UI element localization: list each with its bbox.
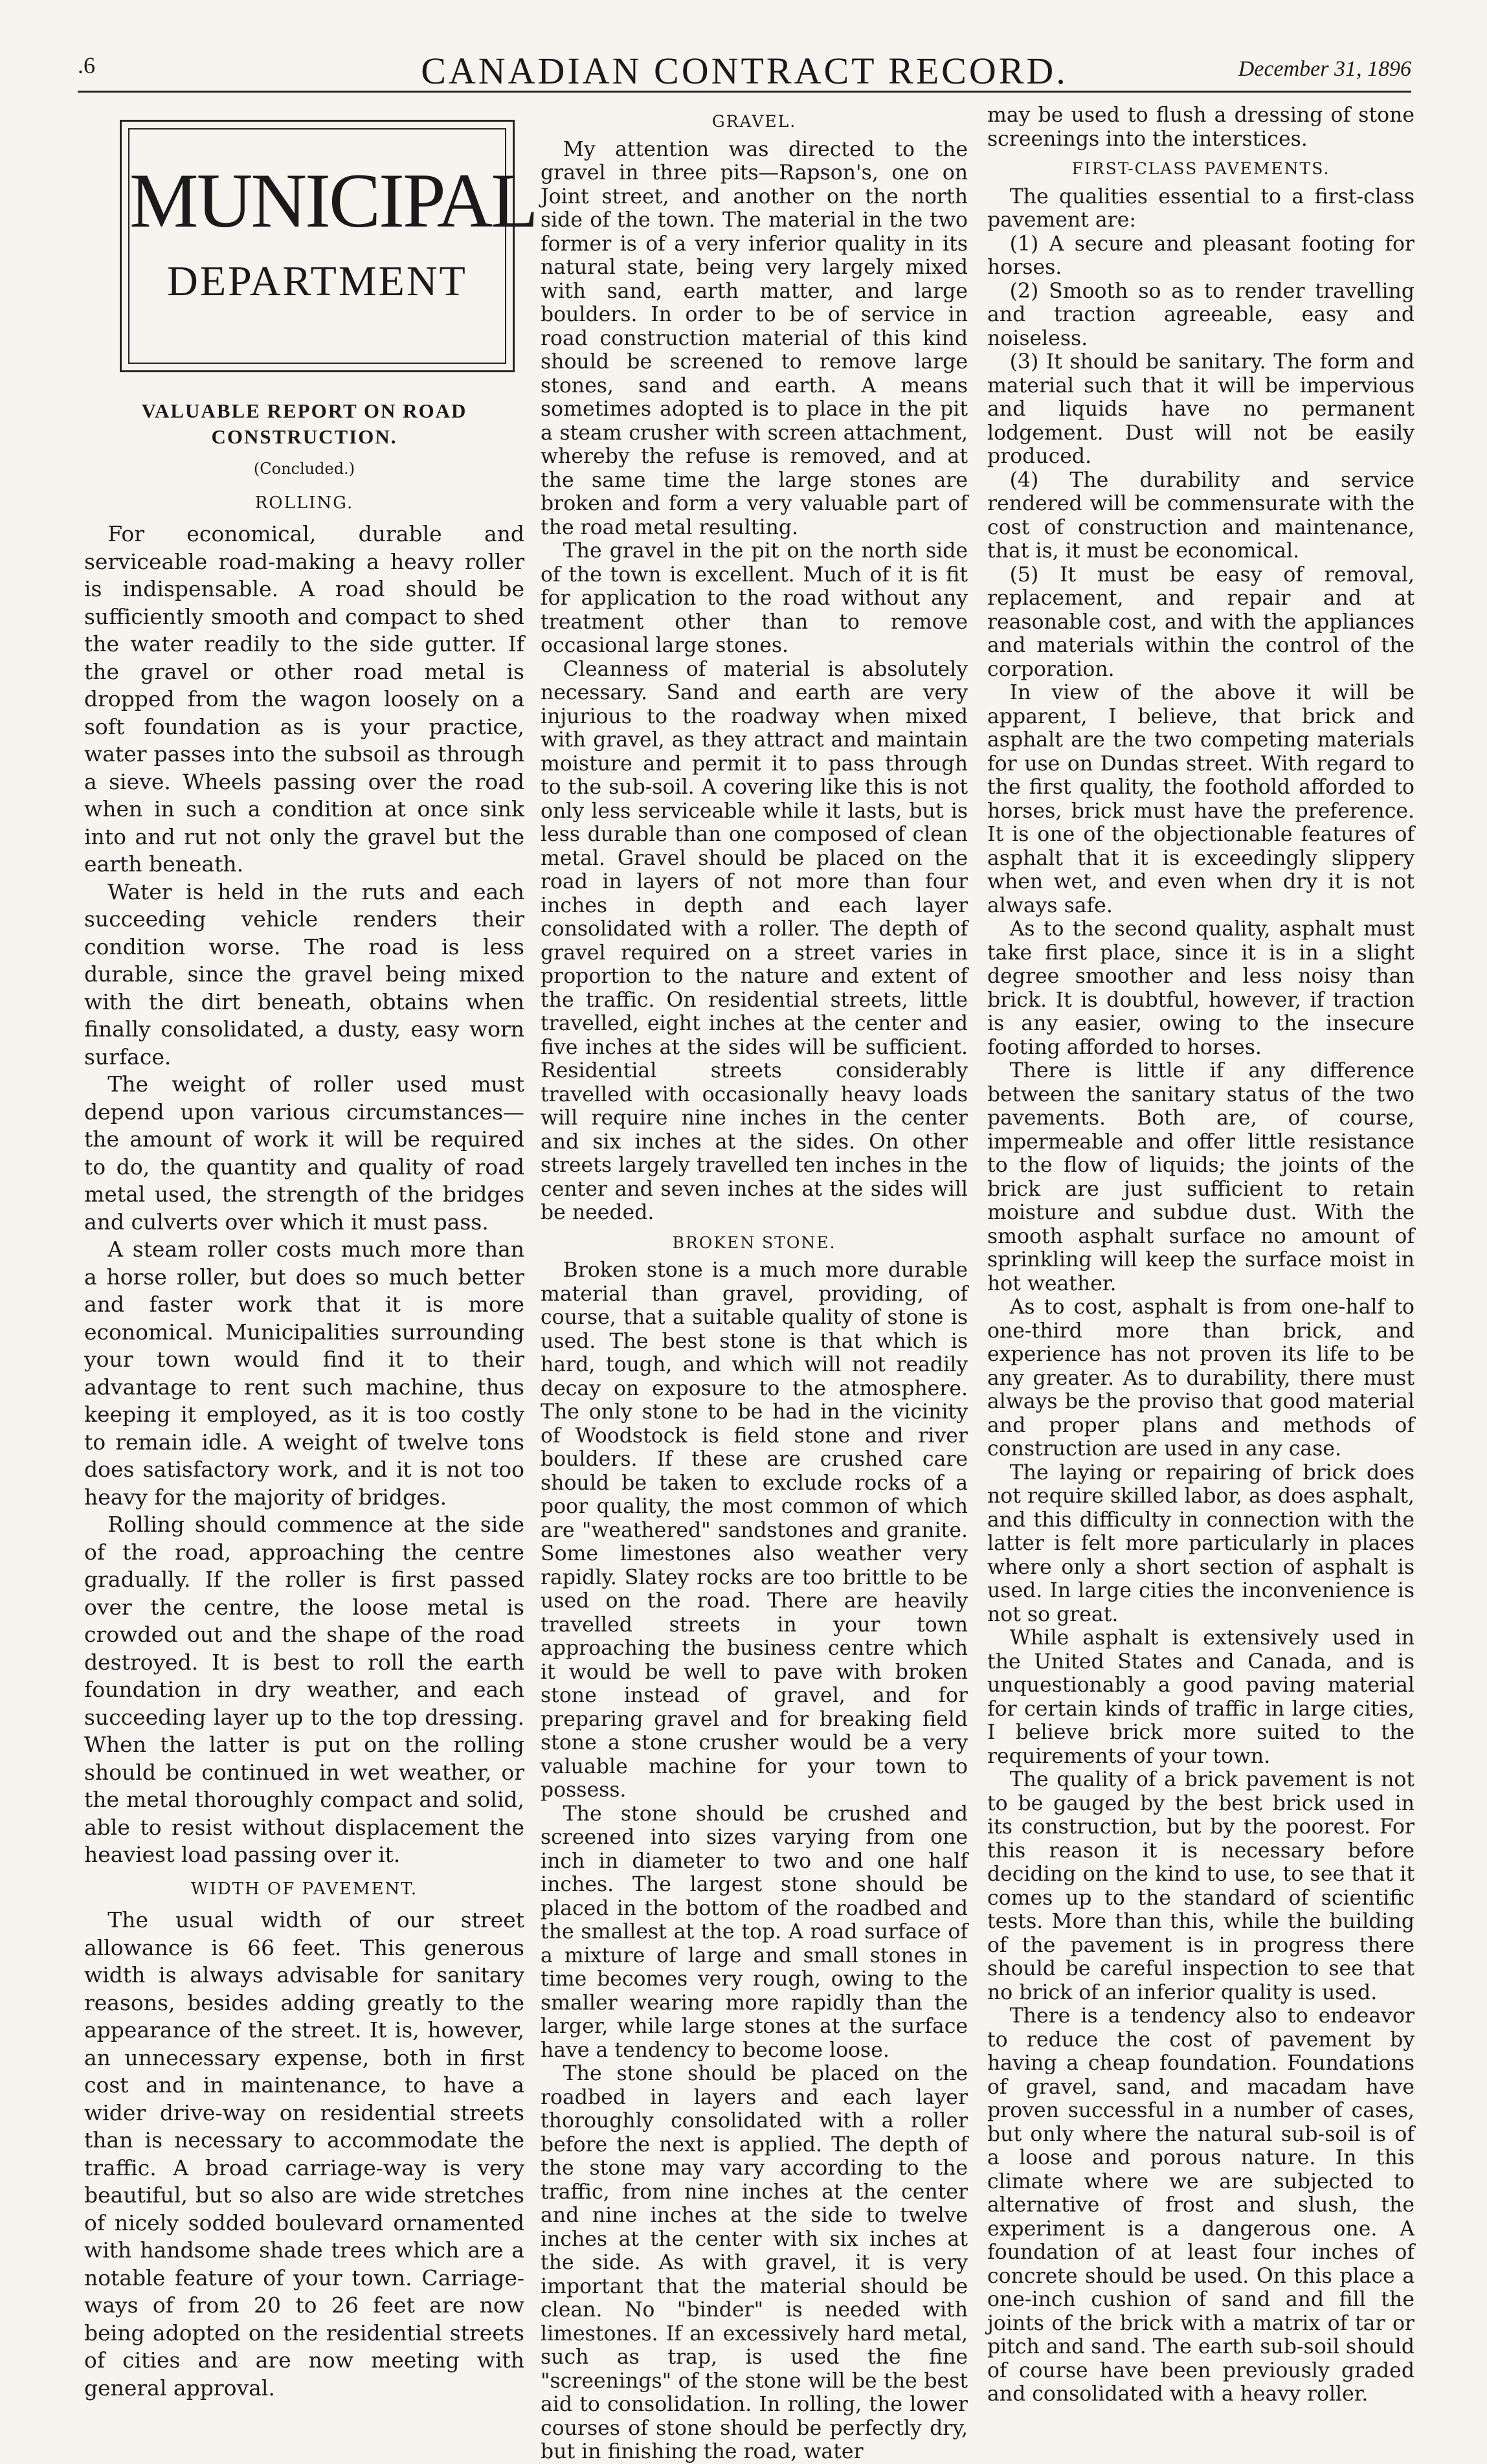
- section-heading: BROKEN STONE.: [672, 1233, 836, 1252]
- paragraph: (4) The durability and service rendered will be commensurate with the cost of construction and maintenance, that is, it must be economical.: [987, 468, 1414, 563]
- department-title-line1: MUNICIPAL: [129, 157, 537, 243]
- column-1-body: [84, 489, 524, 2402]
- paragraph: Broken stone is a much more durable material than gravel, providing, of course, that a suitable quality of stone is used. The best stone is that which is hard, tough, and which will not readily decay on exposure to the atmosphere. The only stone to be had in the vicinity of Woodstock is field stone and river boulders. If these are crushed care should be taken to exclude rocks of a poor quality, the most common of which are "weathered" sandstones and granite. Some limestones also weather very rapidly. Slatey rocks are too brittle to be used on the road. There are heavily travelled streets in your town approaching the business centre which it would be well to pave with broken stone instead of gravel, and for preparing gravel and for breaking field stone a stone crusher would be a very valuable machine for your town to possess.: [541, 1259, 968, 1802]
- paragraph: The laying or repairing of brick does not require skilled labor, as does asphalt, and this difficulty in connection with the latter is felt more particularly in places where only a short section of asphalt is used. In large cities the inconvenience is not so great.: [987, 1461, 1414, 1626]
- paragraph: While asphalt is extensively used in the United States and Canada, and is unquestionably a good paving material for certain kinds of traffic in large cities, I believe brick more suited to the requirements of your town.: [987, 1626, 1414, 1768]
- department-box-inner: [128, 128, 537, 364]
- paragraph: A steam roller costs much more than a horse roller, but does so much better and faster work that it is more economical. Municipalities surrounding your town would find it to their advantage to rent such machine, thus keeping it employed, as it is too costly to remain idle. A weight of twelve tons does satisfactory work, and it is not too heavy for the majority of bridges.: [84, 1237, 524, 1510]
- section-heading: ROLLING.: [254, 493, 354, 513]
- masthead: CANADIAN CONTRACT RECORD.: [421, 50, 1068, 92]
- paragraph: The gravel in the pit on the north side of the town is excellent. Much of it is fit for application to the road without any treatment other than to remove occasional large stones.: [541, 539, 968, 657]
- paragraph: (1) A secure and pleasant footing for horses.: [987, 232, 1414, 279]
- paragraph: The qualities essential to a first-class pavement are:: [987, 185, 1414, 232]
- paragraph: The weight of roller used must depend upon various circumstances—the amount of work it will be required to do, the quantity and quality of road metal used, the strength of the bridges and culverts over which it must pass.: [84, 1071, 524, 1235]
- article-subtitle: (Concluded.): [253, 460, 355, 478]
- issue-date: December 31, 1896: [1238, 57, 1411, 81]
- paragraph: (3) It should be sanitary. The form and material such that it will be impervious and liquids have no permanent lodgement. Dust will not be easily produced.: [987, 350, 1414, 468]
- paragraph: Cleanness of material is absolutely necessary. Sand and earth are very injurious to the roadway when mixed with gravel, as they attract and maintain moisture and permit it to pass through to the sub-soil. A covering like this is not only less serviceable while it lasts, but is less durable than one composed of clean metal. Gravel should be placed on the road in layers of not more than four inches in depth and each layer consolidated with a roller. The depth of gravel required on a street varies in proportion to the nature and extent of the traffic. On residential streets, little travelled, eight inches at the center and five inches at the sides will be sufficient. Residential streets considerably travelled with occasionally heavy loads will require nine inches in the center and six inches at the sides. On other streets largely travelled ten inches in the center and seven inches at the sides will be needed.: [541, 657, 968, 1224]
- paragraph: Water is held in the ruts and each succeeding vehicle renders their condition worse. The road is less durable, since the gravel being mixed with the dirt beneath, obtains when finally consolidated, a dusty, easy worn surface.: [84, 879, 524, 1070]
- page-header: [78, 26, 1411, 93]
- paragraph: In view of the above it will be apparent, I believe, that brick and asphalt are the two competing materials for use on Dundas street. With regard to the first quality, the foothold afforded to horses, brick must have the preference. It is one of the objectionable features of asphalt that it is exceedingly slippery when wet, and even when dry it is not always safe.: [987, 681, 1414, 917]
- paragraph: (5) It must be easy of removal, replacement, and repair and at reasonable cost, and with the appliances and materials within the control of the corporation.: [987, 563, 1414, 681]
- column-3: [987, 104, 1414, 2406]
- paragraph: There is a tendency also to endeavor to reduce the cost of pavement by having a cheap foundation. Foundations of gravel, sand, and macadam have proven successful in a number of cases, but only where the natural sub-soil is of a loose and porous nature. In this climate where we are subjected to alternative of frost and slush, the experiment is a dangerous one. A foundation of at least four inches of concrete should be used. On this place a one-inch cushion of sand and fill the joints of the brick with a matrix of tar or pitch and sand. The earth sub-soil should of course have been previously graded and consolidated with a heavy roller.: [987, 2004, 1414, 2406]
- section-heading: FIRST-CLASS PAVEMENTS.: [1071, 159, 1330, 178]
- paragraph-continued: may be used to flush a dressing of stone screenings into the interstices.: [987, 104, 1414, 151]
- paragraph: My attention was directed to the gravel in three pits—Rapson's, one on Joint street, and another on the north side of the town. The material in the two former is of a very inferior quality in its natural state, being very largely mixed with sand, earth matter, and large boulders. In order to be of service in road construction material of this kind should be screened to remove large stones, sand and earth. A means sometimes adopted is to place in the pit a steam crusher with screen attachment, whereby the refuse is removed, and at the same time the large stones are broken and form a very valuable part of the road metal resulting.: [541, 137, 968, 539]
- paragraph: Rolling should commence at the side of the road, approaching the centre gradually. If the roller is first passed over the centre, the loose metal is crowded out and the shape of the road destroyed. It is best to roll the earth foundation in dry weather, and each succeeding layer up to the top dressing. When the latter is put on the rolling should be continued in wet weather, or the metal thoroughly compact and solid, able to resist without displacement the heaviest load passing over it.: [84, 1512, 524, 1867]
- paragraph: The stone should be crushed and screened into sizes varying from one inch in diameter to two and one half inches. The largest stone should be placed in the bottom of the roadbed and the smallest at the top. A road surface of a mixture of large and small stones in time becomes very rough, owing to the smaller wearing more rapidly than the larger, while large stones at the surface have a tendency to become loose.: [541, 1802, 968, 2062]
- article-title: VALUABLE REPORT ON ROAD CONSTRUCTION.: [141, 399, 467, 448]
- paragraph: For economical, durable and serviceable road-making a heavy roller is indispensable. A road should be sufficiently smooth and compact to shed the water readily to the side gutter. If the gravel or other road metal is dropped from the wagon loosely on a soft foundation as is your practice, water passes into the subsoil as through a sieve. Wheels passing over the road when in such a condition at once sink into and rut not only the gravel but the earth beneath.: [84, 521, 524, 877]
- column-1: [84, 104, 537, 2401]
- column-2-body: [541, 110, 968, 2464]
- section-heading: GRAVEL.: [711, 112, 797, 131]
- section-heading: WIDTH OF PAVEMENT.: [190, 1879, 418, 1899]
- paragraph: (2) Smooth so as to render travelling and traction agreeable, easy and noiseless.: [987, 279, 1414, 350]
- paragraph: The quality of a brick pavement is not to be gauged by the best brick used in its construction, but by the poorest. For this reason it is necessary before deciding on the kind to use, to see that it comes up to the standard of scientific tests. More than this, while the building of the pavement is in progress there should be careful inspection to see that no brick of an inferior quality is used.: [987, 1768, 1414, 2004]
- column-2: [541, 104, 968, 2463]
- department-box: [120, 120, 537, 372]
- department-title-line2: DEPARTMENT: [167, 258, 467, 305]
- paragraph: The usual width of our street allowance is 66 feet. This generous width is always advisable for sanitary reasons, besides adding greatly to the appearance of the street. It is, however, an unnecessary expense, both in first cost and in maintenance, to have a wider drive-way on residential streets than is necessary to accommodate the traffic. A broad carriage-way is very beautiful, but so also are wide stretches of nicely sodded boulevard ornamented with handsome shade trees which are a notable feature of your town. Carriage-ways of from 20 to 26 feet are now being adopted on the residential streets of cities and are now meeting with general approval.: [84, 1907, 524, 2401]
- paragraph: As to the second quality, asphalt must take first place, since it is in a slight degree smoother and less noisy than brick. It is doubtful, however, if traction is any easier, owing to the insecure footing afforded to horses.: [987, 917, 1414, 1059]
- paragraph: As to cost, asphalt is from one-half to one-third more than brick, and experience has not proven its life to be any greater. As to durability, there must always be the proviso that good material and proper plans and methods of construction are used in any case.: [987, 1295, 1414, 1461]
- column-3-body: [987, 104, 1414, 2406]
- paragraph: The stone should be placed on the roadbed in layers and each layer thoroughly consolidated with a roller before the next is applied. The depth of the stone may vary according to the traffic, from nine inches at the center and nine inches at the side to twelve inches at the center with six inches at the side. As with gravel, it is very important that the material should be clean. No "binder" is needed with limestones. If an excessively hard metal, such as trap, is used the fine "screenings" of the stone will be the best aid to consolidation. In rolling, the lower courses of stone should be perfectly dry, but in finishing the road, water: [541, 2062, 968, 2463]
- page-number: .6: [78, 52, 95, 78]
- paragraph: There is little if any difference between the sanitary status of the two pavements. Both are, of course, impermeable and offer little resistance to the flow of liquids; the joints of the brick are just sufficient to retain moisture and subdue dust. With the smooth asphalt surface no amount of sprinkling will keep the surface moist in hot weather.: [987, 1059, 1414, 1295]
